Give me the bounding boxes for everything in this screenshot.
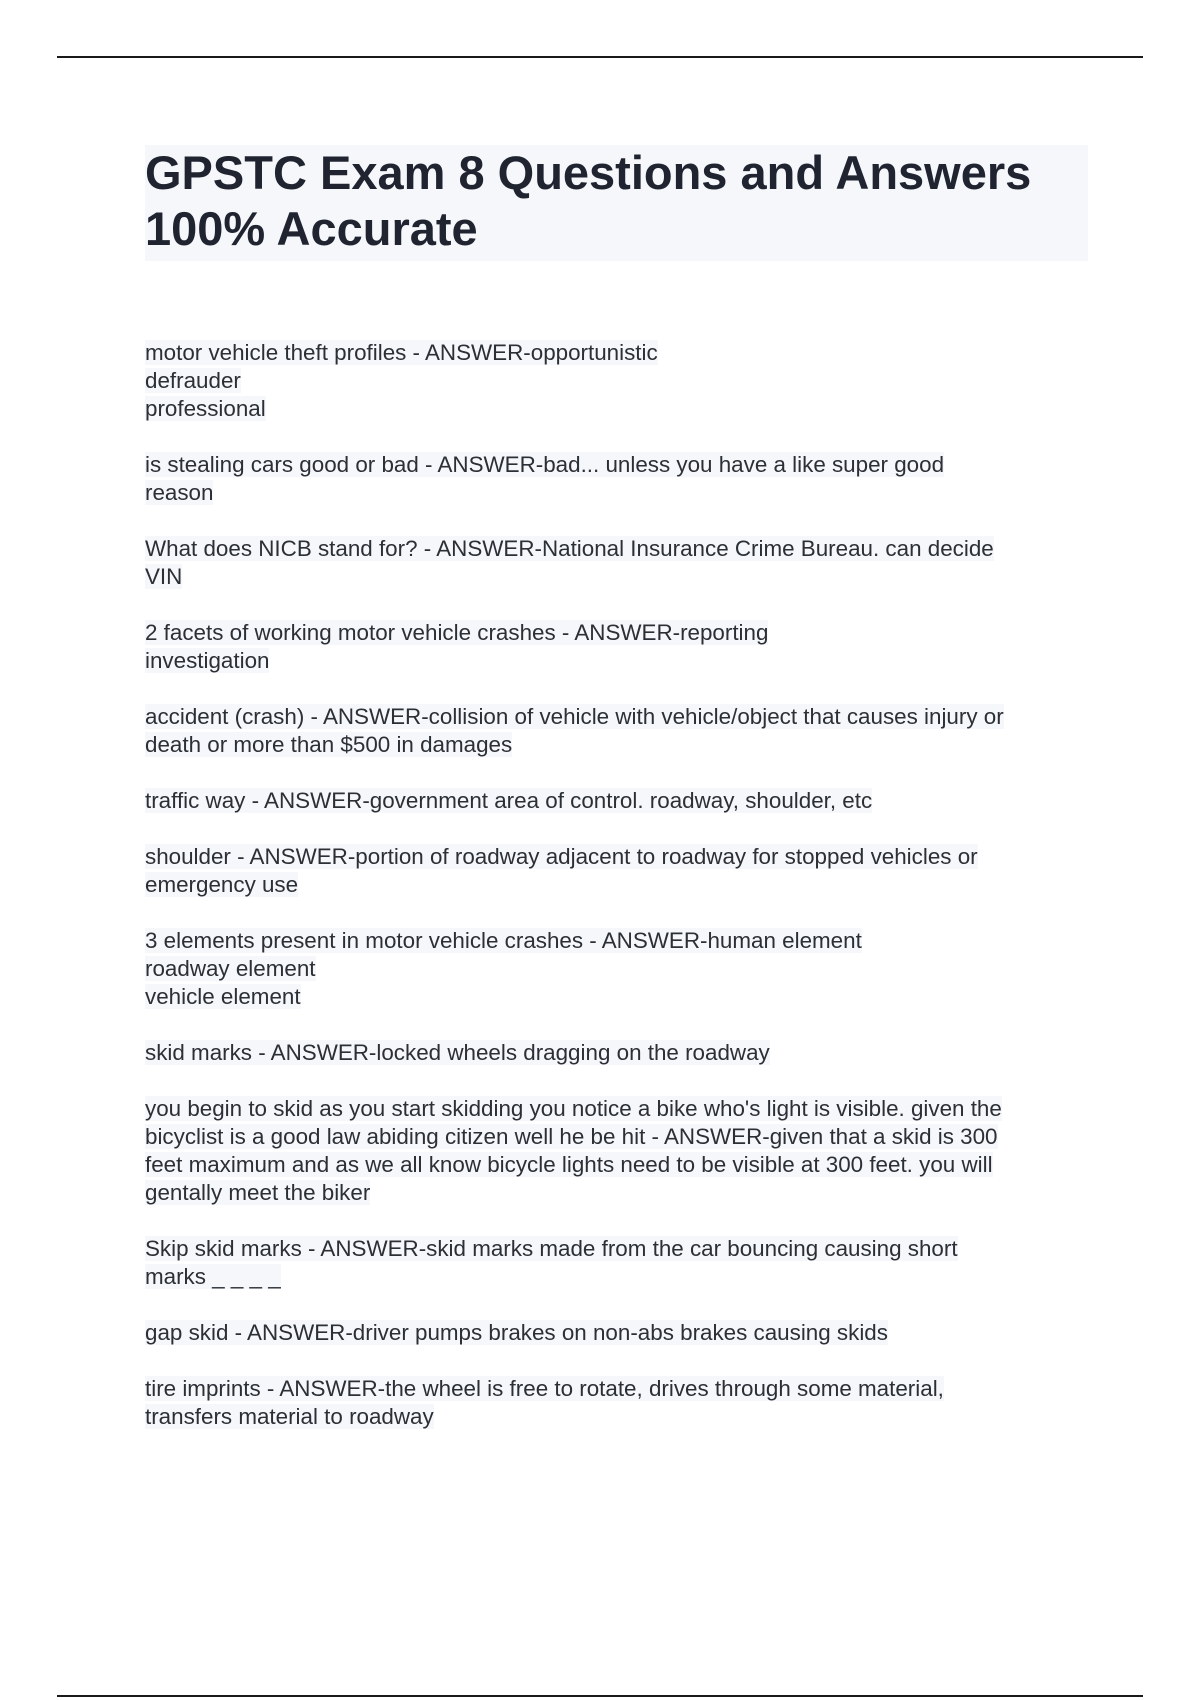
qa-item [145,1039,1095,1067]
qa-text: gap skid - ANSWER-driver pumps brakes on non-abs brakes causing skids [145,1320,888,1345]
qa-line [145,535,1095,563]
qa-text: tire imprints - ANSWER-the wheel is free to rotate, drives through some material, [145,1376,944,1401]
qa-line [145,1263,1095,1291]
qa-item [145,927,1095,1011]
qa-text: emergency use [145,872,299,897]
qa-line [145,563,1095,591]
qa-line [145,1375,1095,1403]
qa-text: investigation [145,648,270,673]
qa-text: 2 facets of working motor vehicle crashes - ANSWER-reporting [145,620,769,645]
qa-line [145,367,1095,395]
qa-line [145,451,1095,479]
qa-text: traffic way - ANSWER-government area of control. roadway, shoulder, etc [145,788,873,813]
qa-text: professional [145,396,266,421]
qa-line [145,1235,1095,1263]
qa-text: 3 elements present in motor vehicle crashes - ANSWER-human element [145,928,862,953]
qa-text: bicyclist is a good law abiding citizen well he be hit - ANSWER-given that a skid is 300 [145,1124,998,1149]
qa-line [145,395,1095,423]
qa-line [145,703,1095,731]
qa-item [145,619,1095,675]
qa-line [145,927,1095,955]
qa-item [145,339,1095,423]
qa-line [145,731,1095,759]
qa-line [145,1319,1095,1347]
qa-item [145,1319,1095,1347]
qa-text: gentally meet the biker [145,1180,371,1205]
qa-line [145,619,1095,647]
qa-text: roadway element [145,956,316,981]
qa-text: accident (crash) - ANSWER-collision of vehicle with vehicle/object that causes injury or [145,704,1004,729]
qa-text: marks _ _ _ _ [145,1264,281,1289]
qa-text: reason [145,480,214,505]
qa-text: What does NICB stand for? - ANSWER-National Insurance Crime Bureau. can decide [145,536,994,561]
qa-item [145,787,1095,815]
qa-text: skid marks - ANSWER-locked wheels dragging on the roadway [145,1040,770,1065]
qa-line [145,1403,1095,1431]
qa-line [145,843,1095,871]
qa-text: motor vehicle theft profiles - ANSWER-opportunistic [145,340,658,365]
qa-line [145,983,1095,1011]
qa-line [145,955,1095,983]
qa-item [145,1235,1095,1291]
qa-line [145,1151,1095,1179]
qa-line [145,1123,1095,1151]
qa-line [145,1039,1095,1067]
page-title [145,145,1088,257]
qa-item [145,703,1095,759]
qa-line [145,1179,1095,1207]
qa-item [145,843,1095,899]
qa-text: is stealing cars good or bad - ANSWER-bad... unless you have a like super good [145,452,945,477]
qa-text: vehicle element [145,984,301,1009]
qa-line [145,647,1095,675]
qa-line [145,787,1095,815]
qa-item [145,1375,1095,1431]
title-block [145,145,1088,261]
qa-line [145,1095,1095,1123]
qa-text: death or more than $500 in damages [145,732,513,757]
qa-item [145,451,1095,507]
top-rule [57,56,1143,58]
title-line: GPSTC Exam 8 Questions and Answers [145,146,1032,199]
title-line: 100% Accurate [145,202,478,255]
qa-line [145,871,1095,899]
qa-text: you begin to skid as you start skidding you notice a bike who's light is visible. given the [145,1096,1002,1121]
qa-item [145,535,1095,591]
qa-text: feet maximum and as we all know bicycle lights need to be visible at 300 feet. you will [145,1152,993,1177]
qa-line [145,339,1095,367]
qa-list [145,339,1095,1459]
qa-text: defrauder [145,368,241,393]
qa-text: Skip skid marks - ANSWER-skid marks made from the car bouncing causing short [145,1236,958,1261]
qa-text: VIN [145,564,183,589]
qa-line [145,479,1095,507]
bottom-rule [57,1695,1143,1697]
qa-text: shoulder - ANSWER-portion of roadway adjacent to roadway for stopped vehicles or [145,844,978,869]
qa-item [145,1095,1095,1207]
qa-text: transfers material to roadway [145,1404,434,1429]
